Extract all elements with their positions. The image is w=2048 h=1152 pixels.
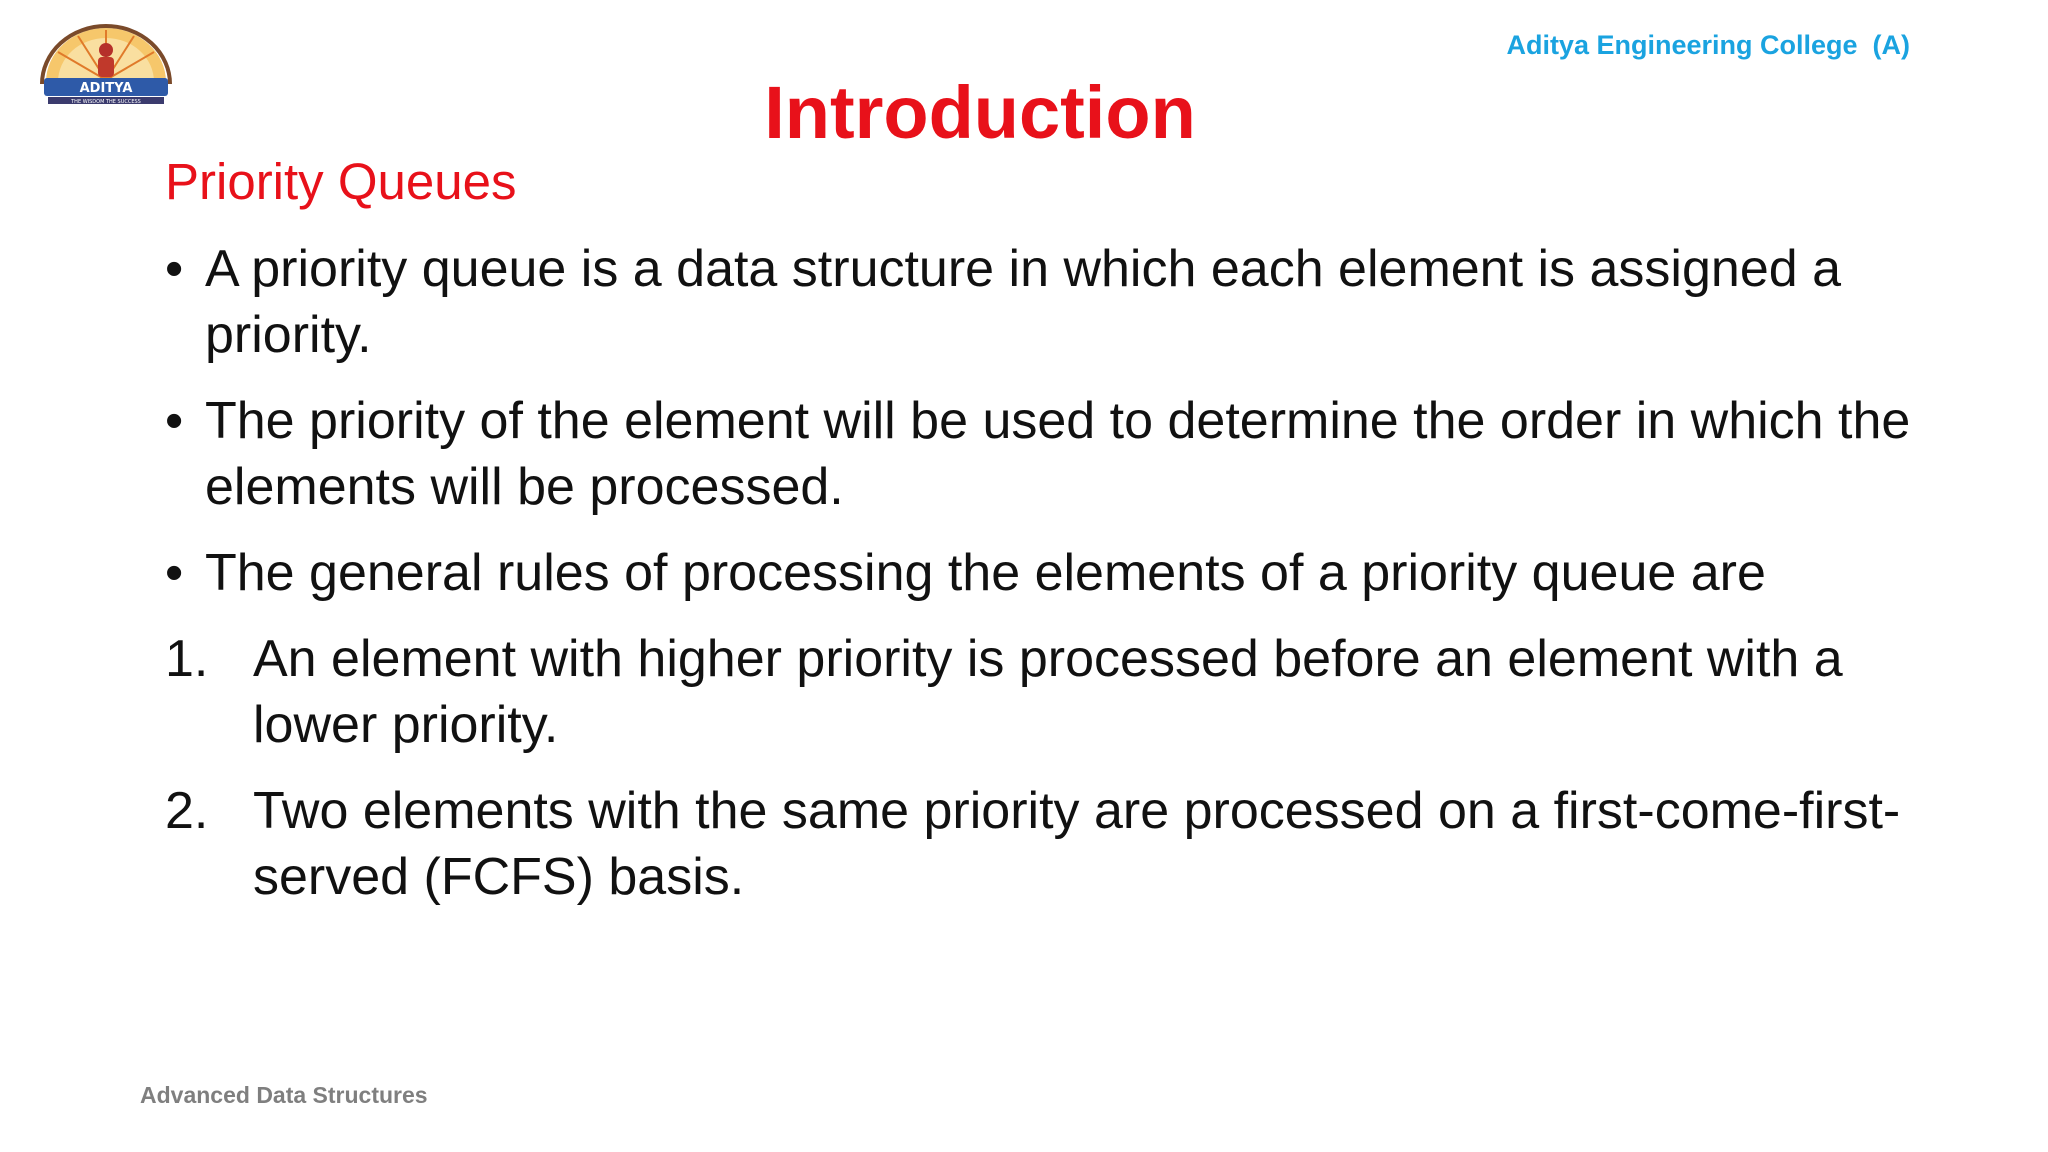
- bullet-icon: •: [165, 544, 184, 602]
- bullet-item: [165, 236, 1925, 368]
- bullet-item: [165, 540, 1925, 606]
- bullet-text: The general rules of processing the elements of a priority queue are: [205, 544, 1766, 602]
- college-name: Aditya Engineering College (A): [1506, 30, 1910, 60]
- svg-text:ADITYA: ADITYA: [79, 81, 133, 96]
- bullet-icon: •: [165, 240, 184, 298]
- svg-text:THE WISDOM THE SUCCESS: THE WISDOM THE SUCCESS: [71, 99, 141, 105]
- item-number: 2.: [165, 782, 209, 840]
- numbered-text: An element with higher priority is processed before an element with a lower priority.: [253, 630, 1843, 754]
- slide-content: [165, 236, 1925, 930]
- bullet-item: [165, 388, 1925, 520]
- section-subtitle: Priority Queues: [165, 153, 517, 210]
- bullet-icon: •: [165, 392, 184, 450]
- bullet-text: The priority of the element will be used to determine the order in which the elements will be processed.: [205, 392, 1911, 516]
- bullet-text: A priority queue is a data structure in which each element is assigned a priority.: [205, 240, 1842, 364]
- numbered-text: Two elements with the same priority are processed on a first-come-first-served (FCFS) basis.: [253, 782, 1901, 906]
- footer-course-name: Advanced Data Structures: [140, 1082, 428, 1108]
- numbered-item: [165, 626, 1925, 758]
- numbered-item: [165, 778, 1925, 910]
- page-title: Introduction: [764, 71, 1196, 154]
- item-number: 1.: [165, 630, 209, 688]
